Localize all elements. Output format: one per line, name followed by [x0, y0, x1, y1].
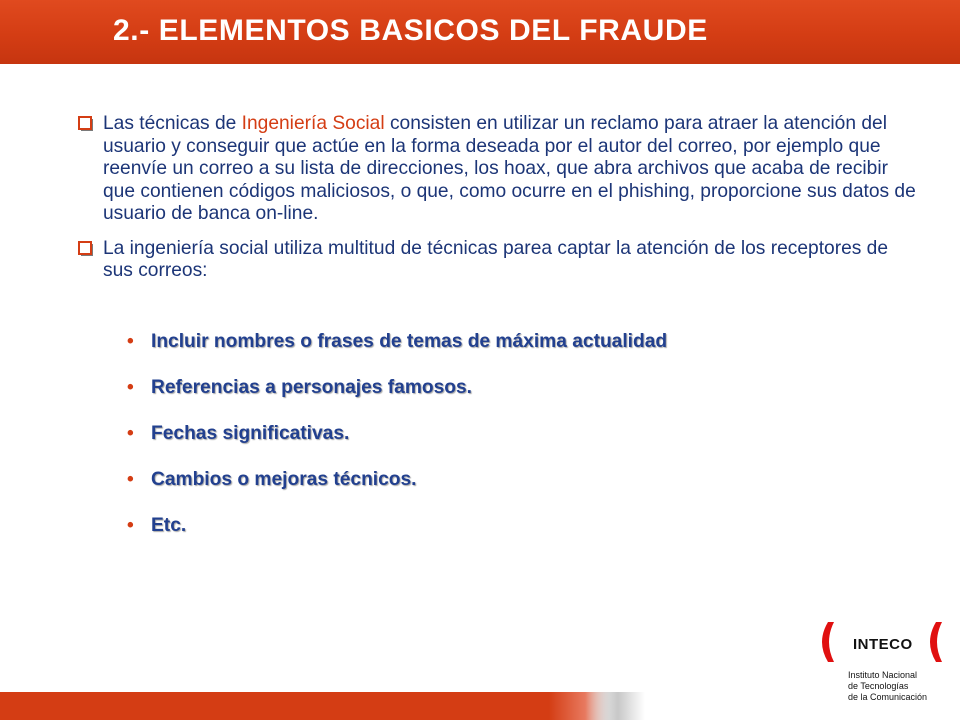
logo-subtitle-line: Instituto Nacional: [848, 670, 918, 680]
bullet-dot-icon: •: [127, 377, 134, 398]
sub-item: [127, 468, 827, 514]
sub-item: [127, 514, 827, 560]
bullet-dot-icon: •: [127, 423, 134, 444]
checkbox-bullet-icon: [78, 241, 94, 257]
sub-item-text: Fechas significativas.: [151, 423, 350, 444]
paragraph-tecnicas: [78, 238, 918, 283]
sub-item-text: Cambios o mejoras técnicos.: [151, 469, 417, 490]
logo-subtitle-line: de la Comunicación: [848, 692, 928, 702]
paragraph-2-text: La ingeniería social utiliza multitud de técnicas parea captar la atención de los receptores de sus correos:: [103, 237, 889, 281]
inteco-logo: [812, 614, 952, 704]
sub-item: [127, 422, 827, 468]
logo-wordmark: INTECO: [853, 636, 913, 653]
slide-body: [78, 113, 918, 283]
logo-subtitle-line: de Tecnologías: [848, 681, 909, 691]
sub-bullet-list: [127, 330, 827, 560]
title-bar: [0, 0, 960, 64]
bullet-dot-icon: •: [127, 331, 134, 352]
paragraph-1-before: Las técnicas de: [103, 113, 242, 134]
ingenieria-social-highlight: Ingeniería Social: [241, 113, 385, 134]
sub-item-text: Referencias a personajes famosos.: [151, 377, 473, 398]
slide-title: 2.- ELEMENTOS BASICOS DEL FRAUDE: [113, 14, 708, 47]
checkbox-bullet-icon: [78, 116, 94, 132]
sub-item-text: Etc.: [151, 515, 187, 536]
bullet-dot-icon: •: [127, 515, 134, 536]
paragraph-1-after: consisten en utilizar un reclamo para atraer la atención del usuario y conseguir que actúe en la forma deseada por el autor del correo, por ejemplo que reenvíe un correo a su lista de direcciones, los hoax, que abra archivos que acaba de recibir que contienen códigos maliciosos, o que, como ocurre en el phishing, proporcione sus datos de usuario de banca on-line.: [103, 113, 916, 224]
sub-item-text: Incluir nombres o frases de temas de máxima actualidad: [151, 331, 668, 352]
logo-subtitle: [848, 670, 927, 703]
bullet-dot-icon: •: [127, 469, 134, 490]
sub-item: [127, 376, 827, 422]
bottom-bar-fade: [585, 692, 645, 720]
sub-item: [127, 330, 827, 376]
paragraph-ingenieria-social: [78, 113, 918, 226]
bottom-accent-bar: [0, 692, 610, 720]
